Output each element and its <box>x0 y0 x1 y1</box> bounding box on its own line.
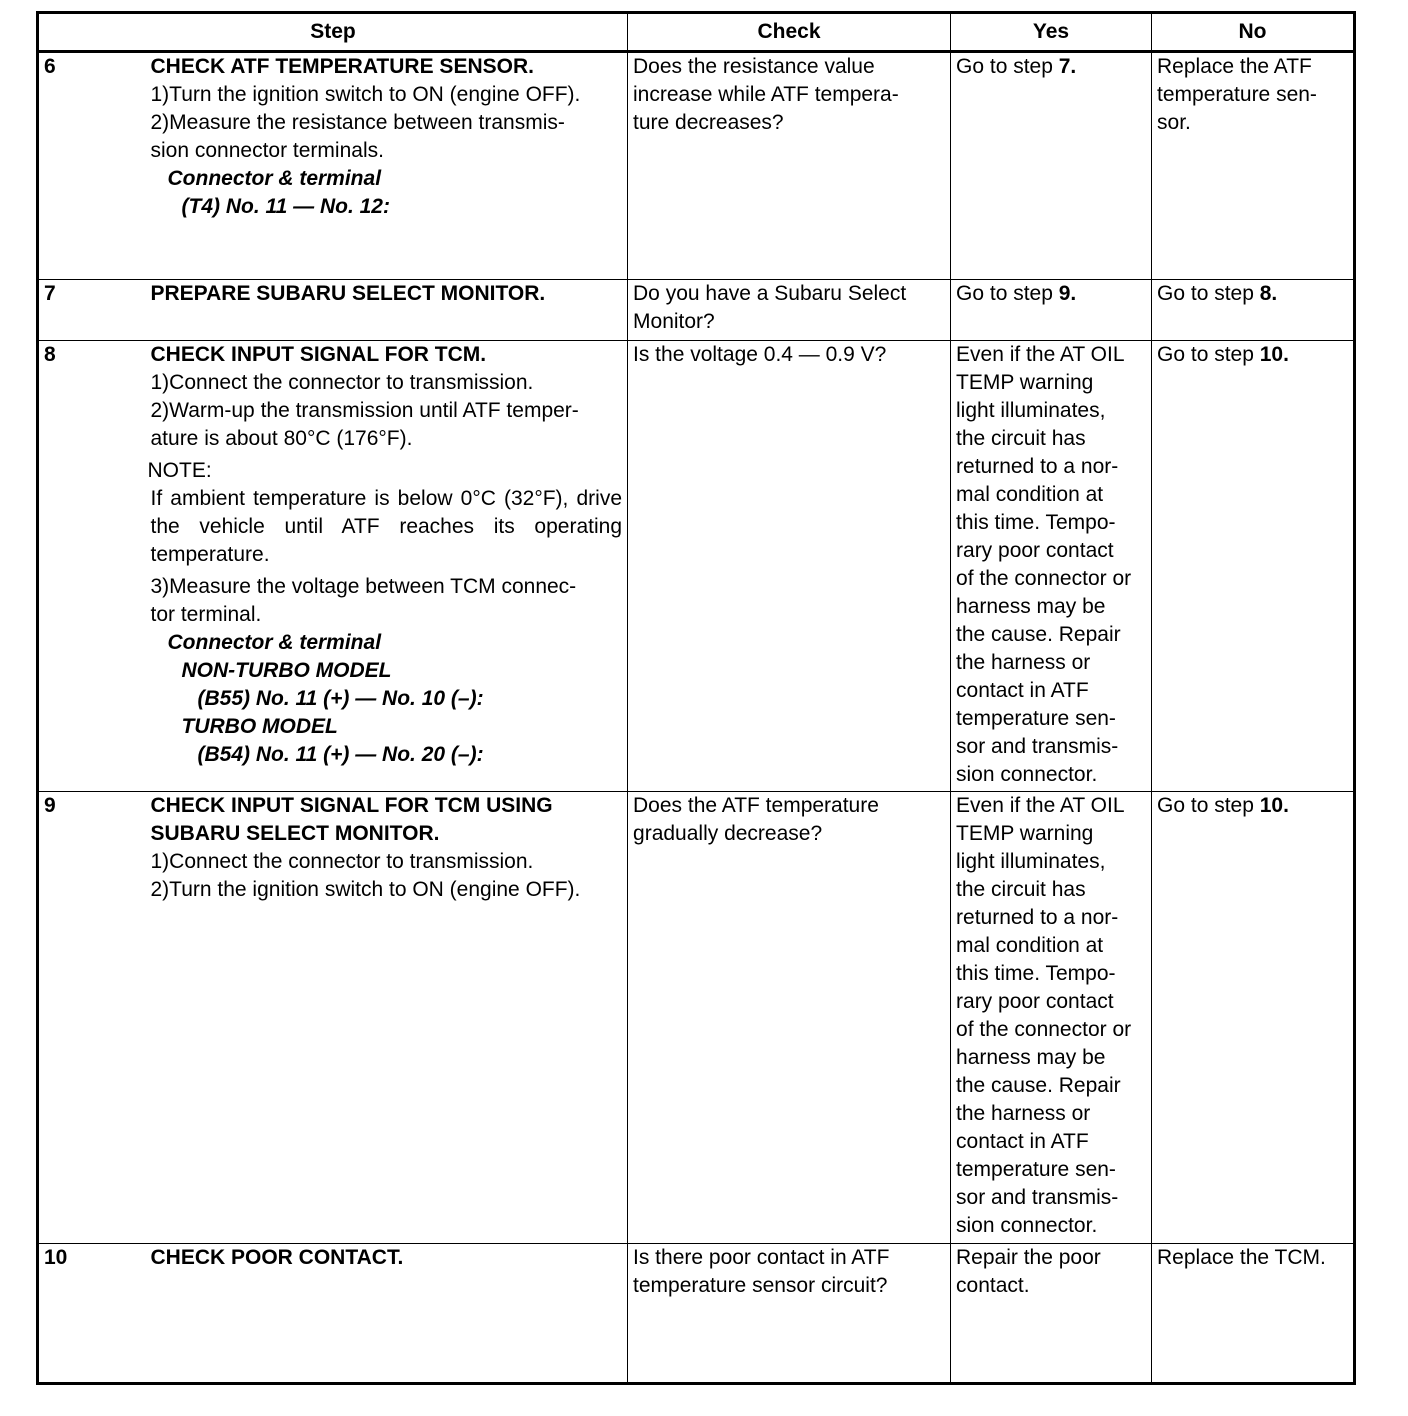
check-cell <box>628 792 951 1244</box>
yes-line: this time. Tempo- <box>956 962 1116 985</box>
yes-cell <box>951 792 1152 1244</box>
step-title: PREPARE SUBARU SELECT MONITOR. <box>150 282 546 305</box>
no-cell <box>1152 280 1355 341</box>
yes-line: this time. Tempo- <box>956 511 1116 534</box>
yes-line: mal condition at <box>956 483 1104 506</box>
step-cell <box>146 52 628 280</box>
yes-line: the circuit has <box>956 427 1086 450</box>
check-cell <box>628 280 951 341</box>
check-cell <box>628 1244 951 1384</box>
no-cell <box>1152 1244 1355 1384</box>
step-number: 6 <box>38 52 146 280</box>
yes-line: the harness or <box>956 651 1091 674</box>
step-line: 2)Measure the resistance between transmis- <box>150 111 565 134</box>
step-line: ature is about 80°C (176°F). <box>150 427 413 450</box>
step-cell <box>146 341 628 792</box>
step-line: 1)Turn the ignition switch to ON (engine OFF). <box>150 83 581 106</box>
no-text: Go to step <box>1157 794 1260 817</box>
yes-line: temperature sen- <box>956 707 1116 730</box>
no-line: Replace the ATF <box>1157 55 1312 78</box>
step-cell <box>146 792 628 1244</box>
step-line: 1)Connect the connector to transmission. <box>150 371 534 394</box>
yes-line: temperature sen- <box>956 1158 1116 1181</box>
step-cell <box>146 1244 628 1384</box>
step-line: 2)Warm-up the transmission until ATF temper- <box>150 399 579 422</box>
header-row <box>38 13 1355 52</box>
yes-cell <box>951 341 1152 792</box>
yes-text: Go to step <box>956 55 1059 78</box>
no-text: Go to step <box>1157 343 1260 366</box>
check-cell <box>628 52 951 280</box>
step-number: 10 <box>38 1244 146 1384</box>
check-line: Does the resistance value <box>633 55 875 78</box>
table-row <box>38 280 1355 341</box>
check-cell <box>628 341 951 792</box>
step-line: tor terminal. <box>150 603 262 626</box>
yes-line: light illuminates, <box>956 399 1106 422</box>
step-line: 1)Connect the connector to transmission. <box>150 850 534 873</box>
header-step: Step <box>38 13 628 52</box>
step-title: CHECK POOR CONTACT. <box>150 1246 404 1269</box>
yes-text: Go to step <box>956 282 1059 305</box>
check-line: increase while ATF tempera- <box>633 83 899 106</box>
step-number: 8 <box>38 341 146 792</box>
yes-step-ref: 9. <box>1058 282 1077 305</box>
yes-line: contact. <box>956 1274 1030 1297</box>
table-row <box>38 341 1355 792</box>
no-step-ref: 10. <box>1259 343 1289 366</box>
check-line: Is the voltage 0.4 — 0.9 V? <box>633 343 887 366</box>
connector-label: Connector & terminal <box>167 167 382 190</box>
header-check: Check <box>628 13 951 52</box>
check-line: Is there poor contact in ATF <box>633 1246 890 1269</box>
check-line: Do you have a Subaru Select <box>633 282 907 305</box>
yes-line: the circuit has <box>956 878 1086 901</box>
step-line: 2)Turn the ignition switch to ON (engine OFF). <box>150 878 581 901</box>
header-yes: Yes <box>951 13 1152 52</box>
yes-line: contact in ATF <box>956 1130 1089 1153</box>
note-label: NOTE: <box>147 459 212 482</box>
note-text: If ambient temperature is below 0°C (32°F), drive the vehicle until ATF reaches its operating temperature. <box>150 487 623 566</box>
step-title: CHECK ATF TEMPERATURE SENSOR. <box>150 55 534 78</box>
check-line: Monitor? <box>633 310 715 333</box>
connector-terminal: (T4) No. 11 — No. 12: <box>181 195 390 218</box>
no-line: sor. <box>1157 111 1191 134</box>
no-cell <box>1152 341 1355 792</box>
yes-line: returned to a nor- <box>956 906 1119 929</box>
table-row <box>38 792 1355 1244</box>
connector-terminal: (B55) No. 11 (+) — No. 10 (–): <box>197 687 484 710</box>
table-row <box>38 1244 1355 1384</box>
yes-line: rary poor contact <box>956 539 1114 562</box>
connector-label: Connector & terminal <box>167 631 382 654</box>
no-text: Go to step <box>1157 282 1260 305</box>
yes-line: returned to a nor- <box>956 455 1119 478</box>
header-no: No <box>1152 13 1355 52</box>
yes-line: of the connector or <box>956 567 1132 590</box>
no-line: temperature sen- <box>1157 83 1317 106</box>
model-label: NON-TURBO MODEL <box>181 659 392 682</box>
no-cell <box>1152 792 1355 1244</box>
table-row <box>38 52 1355 280</box>
yes-line: TEMP warning <box>956 822 1094 845</box>
yes-line: rary poor contact <box>956 990 1114 1013</box>
no-line: Replace the TCM. <box>1157 1246 1326 1269</box>
yes-line: harness may be <box>956 1046 1106 1069</box>
yes-line: the cause. Repair <box>956 1074 1121 1097</box>
yes-line: Even if the AT OIL <box>956 794 1125 817</box>
yes-line: sor and transmis- <box>956 1186 1119 1209</box>
diagnostic-table <box>36 11 1356 1385</box>
yes-line: Repair the poor <box>956 1246 1101 1269</box>
step-title: CHECK INPUT SIGNAL FOR TCM USING <box>150 794 553 817</box>
yes-line: the cause. Repair <box>956 623 1121 646</box>
yes-line: of the connector or <box>956 1018 1132 1041</box>
model-label: TURBO MODEL <box>181 715 338 738</box>
yes-cell <box>951 280 1152 341</box>
yes-line: the harness or <box>956 1102 1091 1125</box>
connector-terminal: (B54) No. 11 (+) — No. 20 (–): <box>197 743 484 766</box>
step-number: 7 <box>38 280 146 341</box>
yes-line: harness may be <box>956 595 1106 618</box>
yes-line: TEMP warning <box>956 371 1094 394</box>
yes-step-ref: 7. <box>1058 55 1077 78</box>
no-cell <box>1152 52 1355 280</box>
yes-line: sor and transmis- <box>956 735 1119 758</box>
yes-cell <box>951 52 1152 280</box>
step-title: SUBARU SELECT MONITOR. <box>150 822 440 845</box>
no-step-ref: 10. <box>1259 794 1289 817</box>
yes-line: sion connector. <box>956 763 1098 786</box>
step-line: sion connector terminals. <box>150 139 384 162</box>
yes-line: light illuminates, <box>956 850 1106 873</box>
yes-line: mal condition at <box>956 934 1104 957</box>
yes-line: sion connector. <box>956 1214 1098 1237</box>
no-step-ref: 8. <box>1259 282 1278 305</box>
check-line: temperature sensor circuit? <box>633 1274 888 1297</box>
yes-line: contact in ATF <box>956 679 1089 702</box>
step-number: 9 <box>38 792 146 1244</box>
yes-line: Even if the AT OIL <box>956 343 1125 366</box>
check-line: Does the ATF temperature <box>633 794 879 817</box>
step-line: 3)Measure the voltage between TCM connec- <box>150 575 577 598</box>
check-line: gradually decrease? <box>633 822 823 845</box>
yes-cell <box>951 1244 1152 1384</box>
check-line: ture decreases? <box>633 111 784 134</box>
step-title: CHECK INPUT SIGNAL FOR TCM. <box>150 343 487 366</box>
step-cell <box>146 280 628 341</box>
